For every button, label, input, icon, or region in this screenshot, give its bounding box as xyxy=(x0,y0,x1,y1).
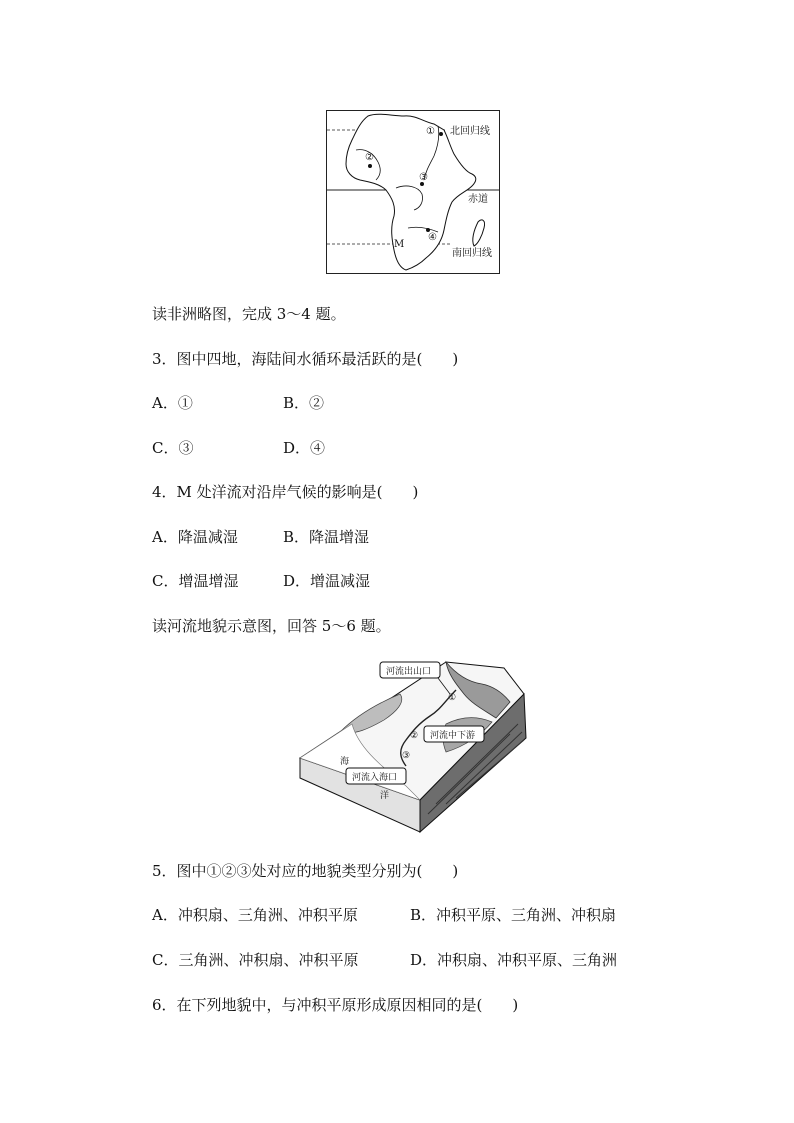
q5-option-c[interactable]: C．三角洲、冲积扇、冲积平原 xyxy=(152,951,359,969)
ocean-label: 洋 xyxy=(380,791,390,801)
q3-stem: 3．图中四地，海陆间水循环最活跃的是( ) xyxy=(152,350,459,368)
tropic-south-label: 南回归线 xyxy=(452,248,492,259)
callout-mouth: 河流入海口 xyxy=(352,773,398,783)
q3-option-a[interactable]: A．① xyxy=(152,394,193,412)
equator-label: 赤道 xyxy=(468,194,488,205)
intro-river: 读河流地貌示意图，回答 5～6 题。 xyxy=(152,617,391,635)
point-3-label: ③ xyxy=(419,172,428,183)
q4-option-c[interactable]: C．增温增湿 xyxy=(152,572,239,590)
river-landform-diagram xyxy=(296,654,532,836)
point-3-label: ③ xyxy=(402,751,411,761)
callout-outlet: 河流出山口 xyxy=(386,667,432,677)
q5-option-a[interactable]: A．冲积扇、三角洲、冲积平原 xyxy=(152,906,358,924)
point-1-label: ① xyxy=(426,126,435,137)
q5-stem: 5．图中①②③处对应的地貌类型分别为( ) xyxy=(152,862,459,880)
q3-option-d[interactable]: D．④ xyxy=(283,439,326,457)
point-2-label: ② xyxy=(365,152,374,163)
q4-option-a[interactable]: A．降温减湿 xyxy=(152,528,238,546)
sea-label: 海 xyxy=(340,757,350,767)
tropic-north-label: 北回归线 xyxy=(450,126,490,137)
q4-stem: 4．M 处洋流对沿岸气候的影响是( ) xyxy=(152,483,419,501)
callout-midlower: 河流中下游 xyxy=(430,731,476,741)
q4-option-b[interactable]: B．降温增湿 xyxy=(283,528,370,546)
q6-stem: 6．在下列地貌中，与冲积平原形成原因相同的是( ) xyxy=(152,996,519,1014)
africa-map xyxy=(326,110,500,274)
q5-option-d[interactable]: D．冲积扇、冲积平原、三角洲 xyxy=(410,951,618,969)
point-4-label: ④ xyxy=(428,232,437,243)
q5-option-b[interactable]: B．冲积平原、三角洲、冲积扇 xyxy=(410,906,617,924)
intro-africa: 读非洲略图，完成 3～4 题。 xyxy=(152,305,346,323)
q4-option-d[interactable]: D．增温减湿 xyxy=(283,572,371,590)
q3-option-b[interactable]: B．② xyxy=(283,394,325,412)
m-label: M xyxy=(394,239,405,250)
point-1-label: ① xyxy=(448,693,457,703)
point-2-dot xyxy=(368,164,372,168)
q3-option-c[interactable]: C．③ xyxy=(152,439,194,457)
point-2-label: ② xyxy=(410,731,419,741)
point-1-dot xyxy=(439,132,443,136)
